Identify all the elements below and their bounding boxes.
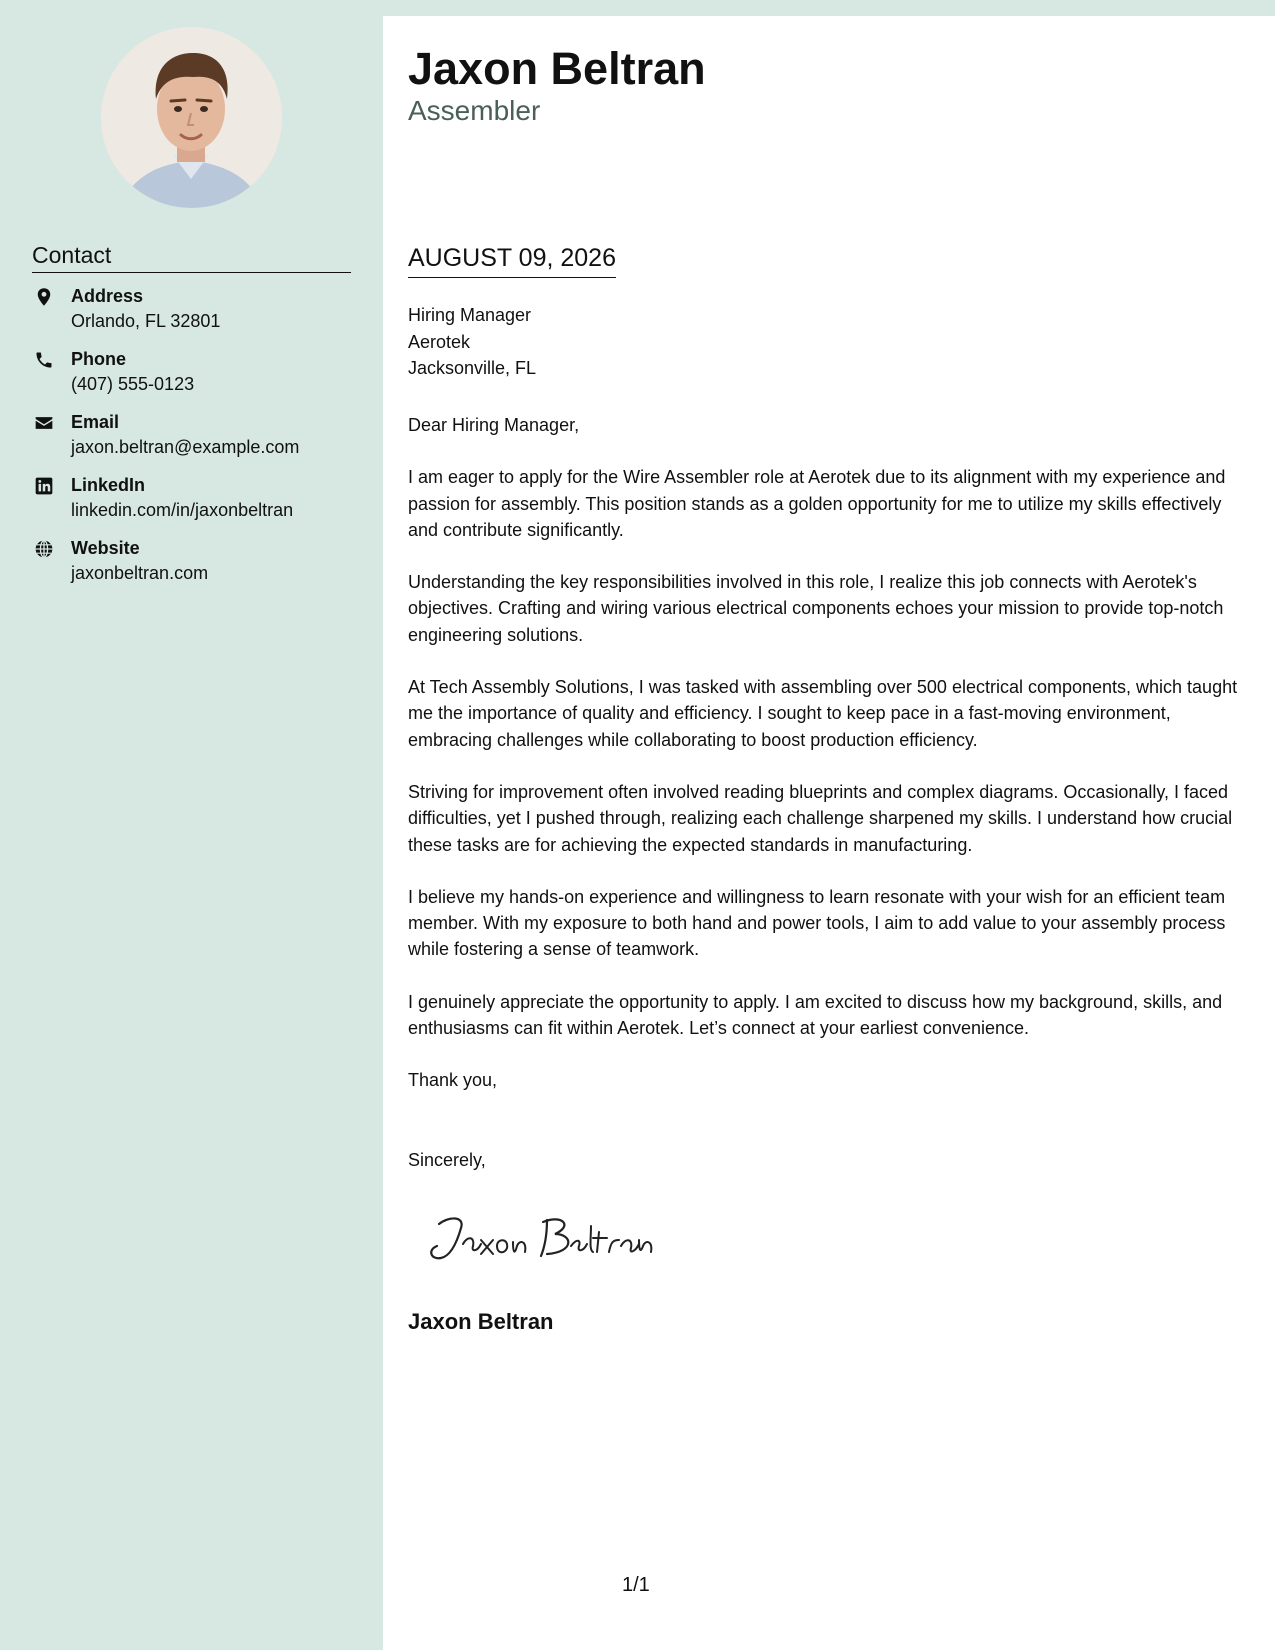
letter-body bbox=[383, 16, 1275, 1650]
contact-item-website bbox=[32, 537, 372, 600]
contact-label: Website bbox=[71, 538, 140, 558]
sidebar bbox=[0, 0, 383, 1650]
recipient-line: Aerotek bbox=[408, 331, 471, 352]
map-pin-icon bbox=[34, 287, 54, 307]
paragraph: Understanding the key responsibilities involved in this role, I realize this job connects with Aerotek's objectives. Crafting and wiring various electrical components echoes your mission to provide top-notch engineering solutions. bbox=[408, 572, 1224, 645]
profile-photo bbox=[101, 27, 282, 208]
paragraph: I genuinely appreciate the opportunity to apply. I am excited to discuss how my background, skills, and enthusiasms can fit within Aerotek. Let’s connect at your earliest convenience. bbox=[408, 991, 1223, 1039]
contact-value: Orlando, FL 32801 bbox=[71, 311, 221, 331]
paragraph: Striving for improvement often involved reading blueprints and complex diagrams. Occasionally, I faced difficulties, yet I pushed through, realizing each challenge sharpened my skills. I understand how crucial these tasks are for achieving the expected standards in manufacturing. bbox=[408, 781, 1233, 855]
phone-icon bbox=[34, 350, 54, 370]
contact-label: Email bbox=[71, 412, 120, 432]
recipient-line: Jacksonville, FL bbox=[408, 358, 537, 378]
greeting: Dear Hiring Manager, bbox=[408, 415, 580, 435]
thanks-line: Thank you, bbox=[408, 1070, 498, 1091]
applicant-name: Jaxon Beltran bbox=[408, 43, 706, 94]
page-number: 1/1 bbox=[622, 1574, 650, 1596]
globe-icon bbox=[34, 539, 54, 559]
paragraph: I believe my hands-on experience and willingness to learn resonate with your wish for an efficient team member. With my exposure to both hand and power tools, I aim to add value to your assembly process while fostering a sense of teamwork. bbox=[408, 886, 1226, 960]
contact-value: jaxonbeltran.com bbox=[71, 563, 209, 583]
letter-date: AUGUST 09, 2026 bbox=[408, 242, 616, 278]
contact-label: LinkedIn bbox=[71, 475, 146, 495]
contact-list bbox=[32, 285, 372, 600]
contact-item-address bbox=[32, 285, 372, 348]
signer-name: Jaxon Beltran bbox=[408, 1309, 554, 1334]
contact-label: Address bbox=[71, 286, 144, 306]
contact-value: jaxon.beltran@example.com bbox=[71, 437, 300, 457]
person-portrait-icon bbox=[101, 27, 282, 208]
letter-content bbox=[408, 412, 1238, 1199]
contact-heading: Contact bbox=[32, 240, 351, 273]
applicant-role: Assembler bbox=[408, 95, 541, 126]
paragraph: At Tech Assembly Solutions, I was tasked with assembling over 500 electrical components, which taught me the importance of quality and efficiency. I sought to keep pace in a fast-moving environment, embracing challenges while collaborating to boost production efficiency. bbox=[408, 677, 1238, 750]
recipient-line: Hiring Manager bbox=[408, 305, 532, 325]
contact-value: linkedin.com/in/jaxonbeltran bbox=[71, 500, 294, 520]
closing-line: Sincerely, bbox=[408, 1149, 486, 1170]
linkedin-icon bbox=[34, 476, 54, 496]
contact-item-linkedin bbox=[32, 474, 372, 537]
handwritten-signature bbox=[421, 1206, 661, 1266]
contact-item-phone bbox=[32, 348, 372, 411]
signature-image bbox=[421, 1206, 661, 1266]
contact-label: Phone bbox=[71, 349, 127, 369]
paragraph: I am eager to apply for the Wire Assembler role at Aerotek due to its alignment with my experience and passion for assembly. This position stands as a golden opportunity for me to utilize my skills effectively and contribute significantly. bbox=[408, 467, 1226, 540]
contact-item-email bbox=[32, 411, 372, 474]
envelope-icon bbox=[34, 413, 54, 433]
contact-value: (407) 555-0123 bbox=[71, 374, 195, 394]
recipient-block bbox=[408, 302, 536, 382]
